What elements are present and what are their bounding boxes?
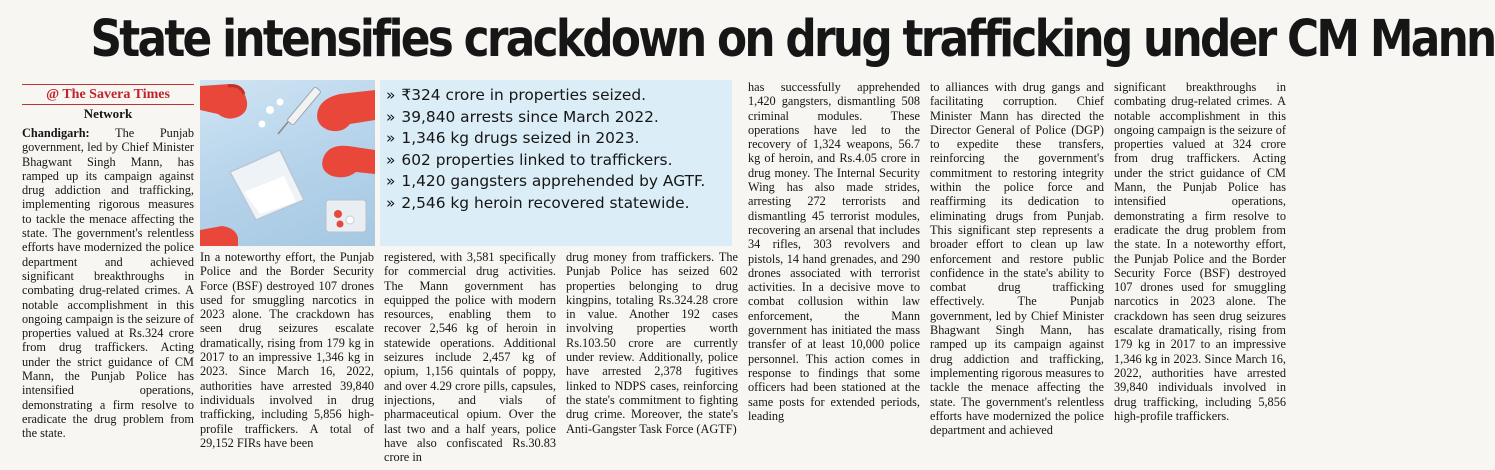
section-label: Network [83,106,133,121]
article-column-2: In a noteworthy effort, the Punjab Police and the Border Security Force (BSF) destroyed 107 drones used for smuggling narcotics in 2023 alone. The crackdown has seen drug seizures escalate dramatically, rising from 179 kg in 2017 to an impressive 1,346 kg in 2023. Since March 16, 2022, authorities have arrested 39,840 individuals involved in drug trafficking, including 5,856 high-profile traffickers. A total of 29,152 FIRs have been [200,250,374,450]
hands-with-drugs-icon [200,80,375,246]
fact-item: » ₹324 crore in properties seized. [386,86,647,104]
article-column-1 [22,126,194,468]
key-facts-box [380,80,732,246]
column-1-text: The Punjab government, led by Chief Minister Bhagwant Singh Mann, has ramped up its campaign against drug addiction and trafficking, implementing rigorous measures to tackle the menace affecting the state. The government's relentless efforts have modernized the police department and achieved significant breakthroughs in combating drug-related crimes. A notable accomplishment in this ongoing campaign is the seizure of properties valued at Rs.324 crore from drug traffickers. Acting under the strict guidance of CM Mann, the Punjab Police has intensified operations, demonstrating a firm resolve to eradicate the drug problem from the state. [22,126,194,441]
chevron-right-icon: » [386,193,396,212]
article-column-3: registered, with 3,581 specifically for commercial drug activities. The Mann government has equipped the police with modern resources, enabling them to recover 2,546 kg of heroin in statewide operations. Additional seizures include 2,457 kg of opium, 1,156 quintals of poppy, and over 4.29 crore pills, capsules, injections, and vials of pharmaceutical opium. Over the last two and a half years, police have also confiscated Rs.30.83 crore in [384,250,556,465]
article-column-5: has successfully apprehended 1,420 gangsters, dismantling 508 criminal modules. These operations have led to the recovery of 1,324 weapons, 56.7 kg of heroin, and Rs.4.05 crore in drug money. The Internal Security Wing has also made strides, arresting 272 terrorists and dismantling 45 terrorist modules, recovering an arsenal that includes 34 rifles, 303 revolvers and pistols, 14 hand grenades, and 290 drones associated with terrorist activities. In a decisive move to combat collusion within law enforcement, the Mann government has initiated the mass transfer of at least 10,000 police personnel. This action comes in response to findings that some officers had been stationed at the same posts for extended periods, leading [748,80,920,423]
chevron-right-icon: » [386,150,396,169]
fact-item: » 602 properties linked to traffickers. [386,150,673,169]
fact-item: » 1,420 gangsters apprehended by AGTF. [386,172,706,191]
article-column-6: to alliances with drug gangs and facilitating corruption. Chief Minister Mann has directed the Director General of Police (DGP) to expedite these transfers, reinforcing the government's commitment to restoring integrity within the police force and reaffirming its dedication to eliminating drugs from Punjab. This significant step represents a broader effort to clean up law enforcement and restore public confidence in the state's ability to combat drug trafficking effectively. The Punjab government, led by Chief Minister Bhagwant Singh Mann, has ramped up its campaign against drug addiction and trafficking, implementing rigorous measures to tackle the menace affecting the state. The government's relentless efforts have modernized the police department and achieved [930,80,1104,438]
chevron-right-icon: » [386,172,396,191]
fact-item: » 39,840 arrests since March 2022. [386,107,659,126]
article-column-4: drug money from traffickers. The Punjab Police has seized 602 properties belonging to drug kingpins, totaling Rs.324.28 crore in value. Another 192 cases involving properties worth Rs.103.50 crore are currently under review. Additionally, police have arrested 2,378 fugitives linked to NDPS cases, reinforcing the state's commitment to fighting drug crime. Moreover, the state's Anti-Gangster Task Force (AGTF) [566,250,738,436]
dateline: Chandigarh: [22,126,90,140]
article-column-7: significant breakthroughs in combating drug-related crimes. A notable accomplishment in this ongoing campaign is the seizure of properties valued at 324 crore from drug traffickers. Acting under the strict guidance of CM Mann, the Punjab Police has intensified operations, demonstrating a firm resolve to eradicate the drug problem from the state. In a noteworthy effort, the Punjab Police and the Border Security Force (BSF) destroyed 107 drones used for smuggling narcotics in 2023 alone. The crackdown has seen drug seizures escalate dramatically, rising from 179 kg in 2017 to an impressive 1,346 kg in 2023. Since March 16, 2022, authorities have arrested 39,840 individuals involved in drug trafficking, including 5,856 high-profile traffickers. [1114,80,1286,423]
chevron-right-icon: » [386,129,396,148]
chevron-right-icon: » [386,107,396,126]
byline: @ The Savera Times [22,84,194,105]
headline: State intensifies crackdown on drug trafficking under CM Mann [90,10,1495,69]
fact-item: » 1,346 kg drugs seized in 2023. [386,129,640,148]
chevron-right-icon: » [386,86,396,104]
fact-item: » 2,546 kg heroin recovered statewide. [386,193,690,212]
drugs-illustration-image [200,80,375,246]
